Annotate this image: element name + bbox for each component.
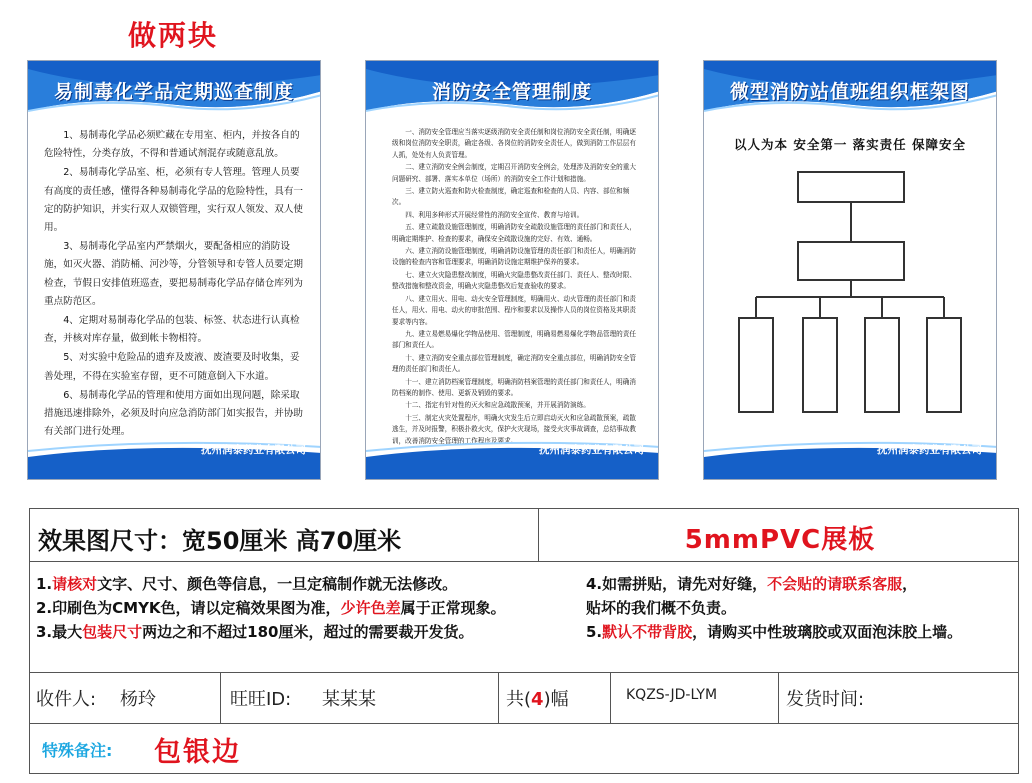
paragraph: 八、建立用火、用电、动火安全管理制度，明确用火、动火管理的责任部门和责任人，用火、用电、动火的审批范围、程序和要求以及操作人员的岗位资格及其职责要求等内容。 [392,294,636,326]
paragraph: 三、建立防火巡查和防火检查制度，确定巡查和检查的人员、内容、部位和频次。 [392,187,630,207]
ship-time-label: 发货时间: [786,689,865,710]
paragraph: 十三、制定火灾处置程序，明确火灾发生后立即启动灭火和应急疏散预案，疏散逃生，并及时报警，积极扑救火灾，保护火灾现场，接受火灾事故调查，总结事故教训，改善消防安全管理的工作程序及要求。 [392,413,636,445]
notes-right [586,572,962,644]
special-row [30,724,1018,774]
board-body [392,127,636,448]
order-info-table [29,508,1019,774]
paragraph: 十一、建立消防档案管理制度，明确消防档案管理的责任部门和责任人，明确消防档案的制作、使用、更新及销毁的要求。 [392,377,636,397]
note-item: 4.如需拼贴，请先对好缝，不会贴的请联系客服， [586,575,918,593]
note-item: 3.最大包装尺寸两边之和不超过180厘米，超过的需要裁开发货。 [36,623,474,641]
divider [538,509,539,561]
paragraph: 十二、指定有针对性的灭火和应急疏散预案，并开展消防演练。 [405,401,590,410]
board-company: 抚州润泰药业有限公司 [539,444,644,456]
board-company: 抚州润泰药业有限公司 [877,444,982,456]
paragraph: 3、易制毒化学品室内严禁烟火，要配备相应的消防设施，如灭火器、消防桶、河沙等，分管领导和专管人员要定期检查，节假日安排值班巡查，要把易制毒化学品存储仓库列为重点防范区。 [44,241,304,307]
org-chart-box-leaf [864,317,900,413]
note-item: 贴坏的我们概不负责。 [586,599,737,617]
paragraph: 4、定期对易制毒化学品的包装、标签、状态进行认真检查，并核对库存量，做到帐卡物相符。 [44,315,300,345]
org-chart-box-leaf [926,317,962,413]
paragraph: 1、易制毒化学品必须贮藏在专用室、柜内，并按各自的危险特性，分类存放，不得和普通试剂混存或随意乱放。 [44,130,300,160]
paragraph: 6、易制毒化学品的管理和使用方面如出现问题，除采取措施迅速排除外，必须及时向应急消防部门如实报告，并协助有关部门进行处理。 [44,389,304,438]
size-label: 效果图尺寸：宽50厘米 高70厘米 [38,527,402,555]
paragraph: 九、建立易燃易爆化学物品使用、管理制度，明确易燃易爆化学物品管理的责任部门和责任人。 [392,329,636,350]
paragraph: 2、易制毒化学品室、柜，必须有专人管理。管理人员要有高度的责任感，懂得各种易制毒化学品的危险特性，具有一定的防护知识，并实行双人双锁管理，实行双人领发、双人使用。 [44,167,304,234]
board-slogan: 以人为本 安全第一 落实责任 保障安全 [733,137,967,152]
board-title: 消防安全管理制度 [431,81,592,103]
material-label: 5mmPVC展板 [684,525,876,555]
org-chart-box-leaf [802,317,838,413]
board-chemical-inspection [27,60,321,480]
size-row [30,509,1018,562]
count: 共(4)幅 [506,689,569,710]
board-body [44,127,306,442]
paragraph: 5、对实验中危险品的遗弃及废液、废渣要及时收集，妥善处理，不得在实验室存留，更不可随意倒入下水道。 [44,352,300,382]
board-company: 抚州润泰药业有限公司 [201,444,306,456]
board-title: 易制毒化学品定期巡查制度 [53,81,294,103]
board-fire-safety [365,60,659,480]
paragraph: 十、建立消防安全重点部位管理制度，确定消防安全重点部位，明确消防安全管理的责任部门和责任人。 [392,353,636,374]
wangwang-id: 某某某 [322,689,376,710]
notes-left [36,572,506,644]
divider [778,673,779,723]
paragraph: 二、建立消防安全例会制度，定期召开消防安全例会，处理涉及消防安全的重大问题研究、部署、落实本单位（场所）的消防安全工作计划和措施。 [392,163,636,183]
receiver-label: 收件人: [36,689,97,710]
org-chart-box-leaf [738,317,774,413]
header-text: 做两块 [128,19,219,52]
paragraph: 四、利用多种形式开展经常性的消防安全宣传、教育与培训。 [405,210,584,219]
paragraph: 七、建立火灾隐患整改制度，明确火灾隐患整改责任部门、责任人、整改时限、整改措施和整改资金，明确火灾隐患整改后复查验收的要求。 [392,270,636,291]
special-value: 包银边 [154,737,241,768]
paragraph: 五、建立疏散设施管理制度，明确消防安全疏散设施管理的责任部门和责任人，明确定期维护、检查的要求，确保安全疏散设施的完好、有效、通畅。 [392,223,636,243]
paragraph: 一、消防安全管理应当落实逐级消防安全责任制和岗位消防安全责任制，明确逐级和岗位消防安全职责，确定各级、各岗位的消防安全责任人，做到消防工作层层有人抓，处处有人负责管理。 [392,128,636,159]
shipping-row [30,673,1018,724]
divider [498,673,499,723]
wangwang-label: 旺旺ID: [230,689,292,710]
note-item: 5.默认不带背胶，请购买中性玻璃胶或双面泡沫胶上墙。 [586,623,963,641]
receiver-name: 杨玲 [120,689,156,710]
note-item: 2.印刷色为CMYK色，请以定稿效果图为准，少许色差属于正常现象。 [36,599,506,617]
board-title: 微型消防站值班组织框架图 [729,81,970,103]
divider [220,673,221,723]
divider [610,673,611,723]
org-chart-box-top [797,171,905,203]
org-chart-box-middle [797,241,905,281]
note-item: 1.请核对文字、尺寸、颜色等信息，一旦定稿制作就无法修改。 [36,575,458,593]
product-code: KQZS-JD-LYM [626,687,718,703]
notes-row [30,562,1018,673]
board-fire-station-chart [703,60,997,480]
paragraph: 六、建立消防设施管理制度，明确消防设施管理的责任部门和责任人，明确消防设施的检查内容和管理要求，明确消防设施定期维护保养的要求。 [392,247,636,267]
special-label: 特殊备注: [42,741,113,760]
